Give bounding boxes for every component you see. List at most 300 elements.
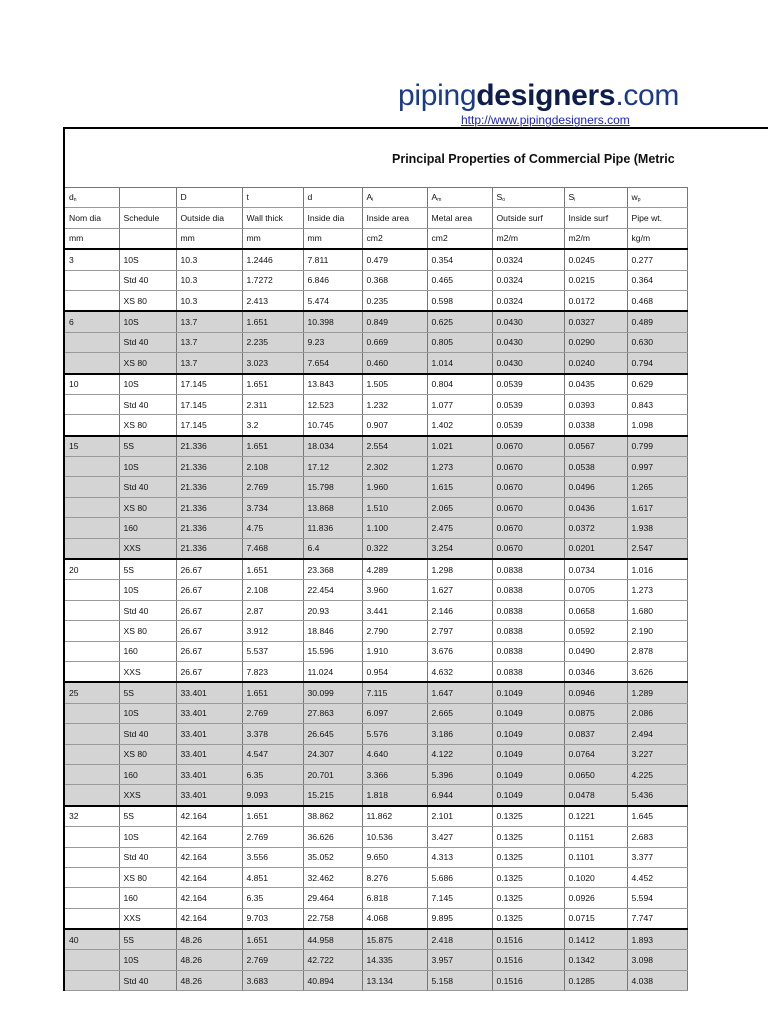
table-cell: 0.277: [627, 249, 687, 270]
header-name-cell: Inside surf: [564, 208, 627, 228]
table-cell: 9.895: [427, 908, 492, 929]
table-cell: 4.289: [362, 559, 427, 580]
table-row: [65, 888, 687, 908]
table-cell: 2.065: [427, 497, 492, 517]
nominal-diameter-cell: [65, 970, 119, 990]
table-cell: 38.862: [303, 806, 362, 827]
header-row-units: [65, 228, 687, 249]
table-cell: 10.536: [362, 827, 427, 847]
table-cell: 0.1285: [564, 970, 627, 990]
table-cell: 5.686: [427, 867, 492, 887]
nominal-diameter-cell: 20: [65, 559, 119, 580]
table-cell: 0.907: [362, 415, 427, 436]
table-cell: 0.805: [427, 332, 492, 352]
table-cell: 0.0435: [564, 374, 627, 395]
table-cell: 2.87: [242, 600, 303, 620]
table-row: [65, 332, 687, 352]
table-row: [65, 929, 687, 950]
nominal-diameter-cell: 6: [65, 311, 119, 332]
table-cell: 0.460: [362, 353, 427, 374]
table-cell: 0.0946: [564, 682, 627, 703]
table-cell: 2.086: [627, 703, 687, 723]
table-cell: 2.769: [242, 703, 303, 723]
table-row: [65, 518, 687, 538]
table-cell: 1.100: [362, 518, 427, 538]
table-cell: Std 40: [119, 270, 176, 290]
table-cell: 0.1101: [564, 847, 627, 867]
nominal-diameter-cell: [65, 600, 119, 620]
table-cell: 0.0436: [564, 497, 627, 517]
table-cell: 14.335: [362, 950, 427, 970]
nominal-diameter-cell: [65, 497, 119, 517]
table-cell: 0.1325: [492, 908, 564, 929]
nominal-diameter-cell: [65, 724, 119, 744]
table-cell: 0.954: [362, 661, 427, 682]
table-cell: 2.494: [627, 724, 687, 744]
header-name-cell: Outside surf: [492, 208, 564, 228]
spreadsheet: [63, 127, 768, 991]
table-cell: XXS: [119, 785, 176, 806]
table-cell: 4.038: [627, 970, 687, 990]
table-cell: 1.021: [427, 436, 492, 457]
header-symbol-cell: [303, 188, 362, 208]
table-cell: 1.651: [242, 374, 303, 395]
header-name-cell: Metal area: [427, 208, 492, 228]
header-unit-cell: kg/m: [627, 228, 687, 249]
nominal-diameter-cell: [65, 332, 119, 352]
table-cell: 6.944: [427, 785, 492, 806]
header-row-names: [65, 208, 687, 228]
nominal-diameter-cell: [65, 538, 119, 559]
table-cell: 0.0478: [564, 785, 627, 806]
table-cell: 0.0490: [564, 641, 627, 661]
table-cell: 2.311: [242, 394, 303, 414]
table-cell: 6.846: [303, 270, 362, 290]
nominal-diameter-cell: [65, 785, 119, 806]
symbol-subscript: i: [372, 197, 374, 204]
table-cell: 0.1049: [492, 724, 564, 744]
table-cell: 42.164: [176, 888, 242, 908]
table-cell: 42.722: [303, 950, 362, 970]
table-cell: Std 40: [119, 847, 176, 867]
page-header: [0, 0, 768, 130]
table-cell: 0.0372: [564, 518, 627, 538]
table-cell: 0.1342: [564, 950, 627, 970]
table-title: Principal Properties of Commercial Pipe (Metric: [392, 152, 675, 166]
table-cell: 0.0838: [492, 559, 564, 580]
table-cell: 24.307: [303, 744, 362, 764]
table-cell: 0.0201: [564, 538, 627, 559]
table-cell: 15.798: [303, 477, 362, 497]
table-row: [65, 641, 687, 661]
table-row: [65, 847, 687, 867]
table-cell: 26.67: [176, 580, 242, 600]
table-cell: 0.0245: [564, 249, 627, 270]
table-cell: 4.851: [242, 867, 303, 887]
table-cell: 42.164: [176, 867, 242, 887]
table-cell: 3.366: [362, 764, 427, 784]
table-cell: 6.4: [303, 538, 362, 559]
table-cell: 0.0875: [564, 703, 627, 723]
table-cell: 33.401: [176, 764, 242, 784]
header-symbol-cell: [627, 188, 687, 208]
table-cell: 0.354: [427, 249, 492, 270]
table-cell: 7.115: [362, 682, 427, 703]
table-cell: 2.302: [362, 457, 427, 477]
table-cell: 1.273: [627, 580, 687, 600]
table-cell: 3.960: [362, 580, 427, 600]
symbol-text: A: [366, 192, 373, 203]
table-cell: 0.0290: [564, 332, 627, 352]
header-symbol-cell: [176, 188, 242, 208]
table-cell: 2.418: [427, 929, 492, 950]
table-cell: 0.1412: [564, 929, 627, 950]
symbol-text: d: [69, 192, 74, 203]
table-cell: 23.368: [303, 559, 362, 580]
table-cell: 5.474: [303, 290, 362, 311]
table-cell: 7.811: [303, 249, 362, 270]
table-cell: 40.894: [303, 970, 362, 990]
nominal-diameter-cell: [65, 847, 119, 867]
table-cell: 0.0539: [492, 415, 564, 436]
table-row: [65, 950, 687, 970]
table-cell: 2.413: [242, 290, 303, 311]
header-symbol-cell: [492, 188, 564, 208]
site-url-link[interactable]: http://www.pipingdesigners.com: [461, 113, 630, 127]
table-cell: 3.556: [242, 847, 303, 867]
table-cell: 10S: [119, 249, 176, 270]
nominal-diameter-cell: [65, 764, 119, 784]
symbol-text: w: [631, 192, 638, 203]
table-cell: 4.452: [627, 867, 687, 887]
table-cell: 0.0215: [564, 270, 627, 290]
table-cell: 1.402: [427, 415, 492, 436]
table-cell: 1.627: [427, 580, 492, 600]
table-cell: 1.016: [627, 559, 687, 580]
table-cell: 0.364: [627, 270, 687, 290]
table-cell: 1.651: [242, 559, 303, 580]
nominal-diameter-cell: 25: [65, 682, 119, 703]
table-cell: 4.068: [362, 908, 427, 929]
table-cell: 0.1049: [492, 785, 564, 806]
table-cell: 1.289: [627, 682, 687, 703]
symbol-subscript: i: [574, 197, 576, 204]
table-row: [65, 394, 687, 414]
table-cell: 17.145: [176, 415, 242, 436]
table-cell: 0.1325: [492, 847, 564, 867]
nominal-diameter-cell: [65, 477, 119, 497]
table-cell: 4.75: [242, 518, 303, 538]
table-cell: 1.265: [627, 477, 687, 497]
table-cell: 1.2446: [242, 249, 303, 270]
table-cell: Std 40: [119, 477, 176, 497]
nominal-diameter-cell: 10: [65, 374, 119, 395]
table-cell: 9.093: [242, 785, 303, 806]
header-unit-cell: [119, 228, 176, 249]
table-cell: XS 80: [119, 867, 176, 887]
table-cell: 0.0705: [564, 580, 627, 600]
table-cell: 4.225: [627, 764, 687, 784]
table-cell: 5.537: [242, 641, 303, 661]
logo-part-piping: piping: [398, 79, 477, 112]
table-cell: 1.645: [627, 806, 687, 827]
nominal-diameter-cell: [65, 270, 119, 290]
header-unit-cell: cm2: [362, 228, 427, 249]
table-cell: 3.2: [242, 415, 303, 436]
table-cell: 0.0324: [492, 249, 564, 270]
table-cell: 0.0567: [564, 436, 627, 457]
table-cell: 5S: [119, 806, 176, 827]
table-cell: 1.938: [627, 518, 687, 538]
table-cell: 21.336: [176, 497, 242, 517]
header-symbol-cell: [65, 188, 119, 208]
table-cell: 18.034: [303, 436, 362, 457]
table-row: [65, 785, 687, 806]
table-cell: 0.0715: [564, 908, 627, 929]
nominal-diameter-cell: [65, 394, 119, 414]
table-cell: 3.254: [427, 538, 492, 559]
table-cell: 33.401: [176, 785, 242, 806]
table-cell: 0.1325: [492, 827, 564, 847]
nominal-diameter-cell: [65, 621, 119, 641]
table-row: [65, 806, 687, 827]
table-cell: 30.099: [303, 682, 362, 703]
table-cell: 0.479: [362, 249, 427, 270]
table-cell: 3.912: [242, 621, 303, 641]
table-cell: XS 80: [119, 497, 176, 517]
table-cell: 0.368: [362, 270, 427, 290]
table-row: [65, 249, 687, 270]
table-cell: 9.703: [242, 908, 303, 929]
table-cell: 6.35: [242, 764, 303, 784]
table-cell: 6.097: [362, 703, 427, 723]
table-cell: 2.665: [427, 703, 492, 723]
table-cell: 0.799: [627, 436, 687, 457]
table-cell: 160: [119, 641, 176, 661]
table-cell: 2.235: [242, 332, 303, 352]
table-cell: Std 40: [119, 600, 176, 620]
nominal-diameter-cell: 3: [65, 249, 119, 270]
table-cell: 13.134: [362, 970, 427, 990]
table-cell: 6.818: [362, 888, 427, 908]
header-unit-cell: m2/m: [564, 228, 627, 249]
table-cell: 0.0670: [492, 538, 564, 559]
table-cell: 9.23: [303, 332, 362, 352]
table-cell: 0.0658: [564, 600, 627, 620]
table-cell: 0.1516: [492, 970, 564, 990]
table-cell: 0.1151: [564, 827, 627, 847]
nominal-diameter-cell: [65, 457, 119, 477]
title-row: [65, 129, 768, 187]
table-cell: 1.505: [362, 374, 427, 395]
table-cell: 0.0734: [564, 559, 627, 580]
table-cell: 1.651: [242, 806, 303, 827]
header-unit-cell: mm: [303, 228, 362, 249]
header-name-cell: Inside area: [362, 208, 427, 228]
header-row-symbols: [65, 188, 687, 208]
table-cell: 0.0764: [564, 744, 627, 764]
table-cell: 8.276: [362, 867, 427, 887]
table-row: [65, 867, 687, 887]
table-cell: 10.745: [303, 415, 362, 436]
symbol-text: A: [431, 192, 438, 203]
table-cell: 0.0670: [492, 457, 564, 477]
table-cell: 1.818: [362, 785, 427, 806]
table-cell: 3.377: [627, 847, 687, 867]
table-cell: 0.468: [627, 290, 687, 311]
site-logo[interactable]: [398, 78, 679, 114]
table-cell: 0.0670: [492, 477, 564, 497]
table-cell: 33.401: [176, 724, 242, 744]
table-cell: 32.462: [303, 867, 362, 887]
table-cell: 0.0838: [492, 621, 564, 641]
table-cell: XXS: [119, 908, 176, 929]
table-cell: 4.640: [362, 744, 427, 764]
pipe-properties-table: [65, 187, 688, 991]
table-cell: 0.0838: [492, 580, 564, 600]
header-name-cell: Pipe wt.: [627, 208, 687, 228]
table-cell: 0.0838: [492, 641, 564, 661]
table-row: [65, 559, 687, 580]
table-cell: 33.401: [176, 703, 242, 723]
table-cell: 0.625: [427, 311, 492, 332]
header-name-cell: Wall thick: [242, 208, 303, 228]
table-cell: 15.875: [362, 929, 427, 950]
table-cell: 0.629: [627, 374, 687, 395]
table-cell: 10.3: [176, 290, 242, 311]
table-cell: 3.626: [627, 661, 687, 682]
table-cell: 1.651: [242, 929, 303, 950]
table-cell: 13.843: [303, 374, 362, 395]
table-cell: 3.227: [627, 744, 687, 764]
table-cell: 0.0538: [564, 457, 627, 477]
table-cell: 2.190: [627, 621, 687, 641]
table-cell: XS 80: [119, 353, 176, 374]
table-cell: 1.7272: [242, 270, 303, 290]
symbol-subscript: o: [502, 197, 506, 204]
table-cell: 0.0327: [564, 311, 627, 332]
table-row: [65, 580, 687, 600]
nominal-diameter-cell: [65, 580, 119, 600]
table-cell: 2.769: [242, 477, 303, 497]
nominal-diameter-cell: [65, 661, 119, 682]
table-cell: 10.3: [176, 249, 242, 270]
table-cell: 1.893: [627, 929, 687, 950]
table-cell: 3.676: [427, 641, 492, 661]
table-cell: 7.823: [242, 661, 303, 682]
table-cell: 10S: [119, 311, 176, 332]
table-cell: 0.1020: [564, 867, 627, 887]
nominal-diameter-cell: [65, 908, 119, 929]
table-cell: 7.468: [242, 538, 303, 559]
table-cell: 4.122: [427, 744, 492, 764]
nominal-diameter-cell: [65, 950, 119, 970]
table-cell: 0.1221: [564, 806, 627, 827]
symbol-text: S: [568, 192, 575, 203]
table-cell: 42.164: [176, 847, 242, 867]
table-cell: 0.0926: [564, 888, 627, 908]
nominal-diameter-cell: [65, 888, 119, 908]
table-cell: 7.654: [303, 353, 362, 374]
header-unit-cell: mm: [242, 228, 303, 249]
table-cell: Std 40: [119, 970, 176, 990]
table-cell: 5S: [119, 436, 176, 457]
table-cell: 15.596: [303, 641, 362, 661]
table-cell: 0.0539: [492, 374, 564, 395]
table-cell: 2.797: [427, 621, 492, 641]
table-cell: 21.336: [176, 538, 242, 559]
table-cell: 1.510: [362, 497, 427, 517]
table-cell: 4.547: [242, 744, 303, 764]
header-name-cell: Nom dia: [65, 208, 119, 228]
table-cell: 1.232: [362, 394, 427, 414]
table-cell: 0.0430: [492, 311, 564, 332]
table-cell: 1.651: [242, 682, 303, 703]
table-cell: 26.67: [176, 641, 242, 661]
table-cell: 2.683: [627, 827, 687, 847]
table-cell: 48.26: [176, 970, 242, 990]
table-row: [65, 600, 687, 620]
table-cell: 29.464: [303, 888, 362, 908]
table-cell: 13.868: [303, 497, 362, 517]
table-cell: 2.554: [362, 436, 427, 457]
table-cell: XS 80: [119, 621, 176, 641]
table-cell: 21.336: [176, 477, 242, 497]
table-cell: 3.683: [242, 970, 303, 990]
table-cell: 160: [119, 764, 176, 784]
table-cell: 0.1049: [492, 764, 564, 784]
header-unit-cell: m2/m: [492, 228, 564, 249]
table-cell: 10S: [119, 703, 176, 723]
table-cell: 0.794: [627, 353, 687, 374]
table-row: [65, 436, 687, 457]
table-cell: 2.475: [427, 518, 492, 538]
table-cell: 5S: [119, 929, 176, 950]
table-cell: 3.957: [427, 950, 492, 970]
table-cell: 10S: [119, 580, 176, 600]
table-cell: 15.215: [303, 785, 362, 806]
table-cell: 1.617: [627, 497, 687, 517]
table-cell: Std 40: [119, 394, 176, 414]
table-cell: 21.336: [176, 436, 242, 457]
table-cell: 26.67: [176, 559, 242, 580]
table-cell: 0.1049: [492, 682, 564, 703]
table-cell: 11.836: [303, 518, 362, 538]
table-cell: 33.401: [176, 744, 242, 764]
header-symbol-cell: [362, 188, 427, 208]
table-cell: 0.0496: [564, 477, 627, 497]
table-cell: 5.436: [627, 785, 687, 806]
table-cell: 5.576: [362, 724, 427, 744]
table-cell: 0.0670: [492, 518, 564, 538]
table-cell: 7.145: [427, 888, 492, 908]
table-cell: 0.0338: [564, 415, 627, 436]
table-cell: 4.632: [427, 661, 492, 682]
table-cell: 5.158: [427, 970, 492, 990]
table-row: [65, 744, 687, 764]
table-cell: 42.164: [176, 827, 242, 847]
table-row: [65, 353, 687, 374]
table-cell: 20.701: [303, 764, 362, 784]
table-cell: 3.441: [362, 600, 427, 620]
table-row: [65, 764, 687, 784]
table-cell: 26.67: [176, 661, 242, 682]
table-cell: 0.598: [427, 290, 492, 311]
header-unit-cell: cm2: [427, 228, 492, 249]
table-cell: 0.630: [627, 332, 687, 352]
table-cell: 0.235: [362, 290, 427, 311]
header-name-cell: Schedule: [119, 208, 176, 228]
